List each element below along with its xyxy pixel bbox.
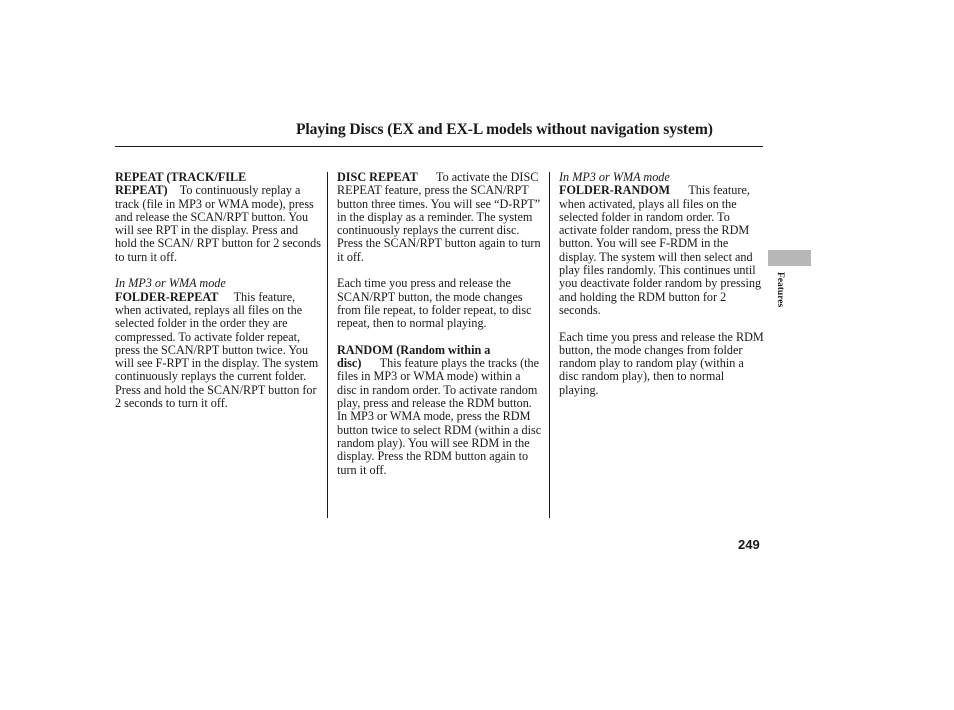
disc-repeat-heading: DISC REPEAT bbox=[337, 170, 418, 184]
title-rule bbox=[115, 146, 763, 147]
disc-repeat-paragraph bbox=[337, 171, 543, 264]
disc-repeat-body: To activate the DISC REPEAT feature, press the SCAN/RPT button three times. You will see “D-RPT” in the display as a reminder. The system continuously replays the current disc. Press the SCAN/RPT button again to turn it off. bbox=[337, 170, 541, 264]
folder-random-heading: FOLDER-RANDOM bbox=[559, 183, 671, 198]
track-repeat-body: To continuously replay a track (file in MP3 or WMA mode), press and release the SCAN/RPT button. You will see RPT in the display. Press and hold the SCAN/ RPT button for 2 seconds to turn it off. bbox=[115, 183, 321, 264]
column-3 bbox=[559, 171, 765, 397]
random-body: This feature plays the tracks (the files in MP3 or WMA mode) within a disc in random order. To activate random play, press and release the RDM button. In MP3 or WMA mode, press the RDM button twice to select RDM (within a disc random play). You will see RDM in the display. Press the RDM button again to turn it off. bbox=[337, 356, 542, 477]
random-paragraph bbox=[337, 344, 543, 477]
folder-repeat-heading: FOLDER-REPEAT bbox=[115, 289, 219, 304]
column-divider-1 bbox=[327, 172, 328, 518]
track-repeat-heading: REPEAT (TRACK/FILE REPEAT) bbox=[115, 170, 247, 198]
page-number: 249 bbox=[738, 537, 760, 552]
folder-repeat-body: This feature, when activated, replays all files on the selected folder in the order they are compressed. To activate folder repeat, press the SCAN/RPT button twice. You will see F-RPT in the display. The system continuously replays the current folder. Press and hold the SCAN/RPT button for 2 seconds to turn it off. bbox=[115, 289, 319, 411]
track-repeat-paragraph bbox=[115, 171, 321, 264]
folder-repeat-mode-note: In MP3 or WMA mode bbox=[115, 276, 226, 291]
column-2 bbox=[337, 171, 543, 477]
random-cycle-paragraph: Each time you press and release the RDM button, the mode changes from folder random play to random play (within a disc random play), then to normal playing. bbox=[559, 329, 764, 397]
random-heading: RANDOM (Random within a disc) bbox=[337, 342, 491, 371]
column-1 bbox=[115, 171, 321, 410]
folder-random-mode-note: In MP3 or WMA mode bbox=[559, 170, 670, 184]
page-title: Playing Discs (EX and EX-L models without navigation system) bbox=[296, 121, 713, 138]
section-tab-label: Features bbox=[775, 272, 785, 308]
section-tab bbox=[768, 250, 811, 266]
folder-repeat-paragraph bbox=[115, 291, 321, 411]
folder-random-paragraph bbox=[559, 184, 765, 317]
repeat-cycle-paragraph: Each time you press and release the SCAN/RPT button, the mode changes from file repeat, to folder repeat, to disc repeat, then to normal playing. bbox=[337, 276, 532, 331]
folder-random-body: This feature, when activated, plays all files on the selected folder in random order. To activate folder random, press the RDM button. You will see F-RDM in the display. The system will then select and play files randomly. This continues until you deactivate folder random by pressing and holding the RDM button for 2 seconds. bbox=[559, 183, 762, 317]
column-divider-2 bbox=[549, 172, 550, 518]
